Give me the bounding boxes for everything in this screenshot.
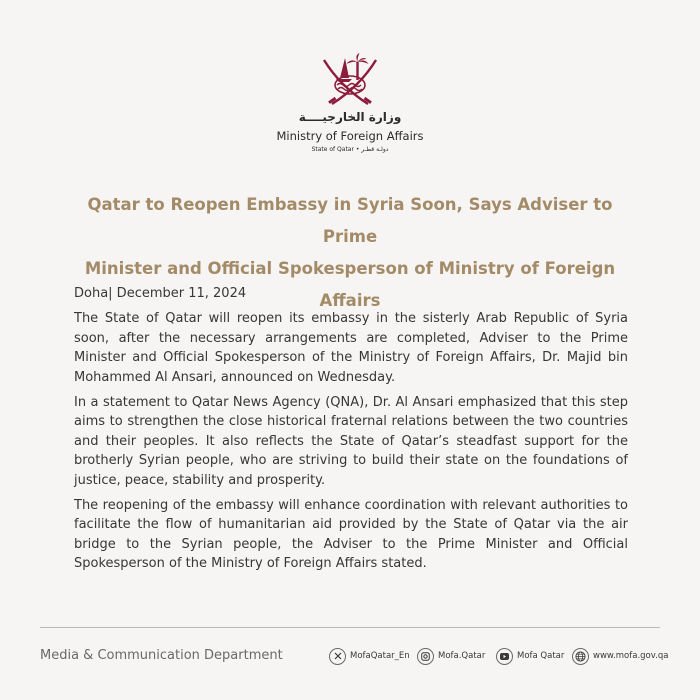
footer-divider (40, 627, 660, 628)
youtube-social-link[interactable] (496, 646, 564, 666)
instagram-icon (417, 648, 434, 665)
ministry-arabic-name: وزارة الخارجيــــة (298, 110, 402, 124)
globe-icon (572, 648, 589, 665)
paragraph: The reopening of the embassy will enhance coordination with relevant authorities to facilitate the flow of humanitarian aid provided by the State of Qatar via the air bridge to the Syrian people, the Adviser to the Prime Minister and Official Spokesperson of the Ministry of Foreign Affairs stated. (74, 498, 628, 572)
title-line-1: Qatar to Reopen Embassy in Syria Soon, Says Adviser to Prime (87, 195, 613, 246)
dateline: Doha| December 11, 2024 (74, 286, 247, 301)
ministry-english-name: Ministry of Foreign Affairs (276, 129, 424, 143)
instagram-handle: Mofa.Qatar (438, 651, 486, 661)
paragraph: In a statement to Qatar News Agency (QNA), Dr. Al Ansari emphasized that this step aims to strengthen the close historical fraternal relations between the two countries and their peoples. It also reflects the State of Qatar’s steadfast support for the brotherly Syrian people, who are striving to build their state on the foundations of justice, peace, stability and prosperity. (74, 395, 628, 488)
website-url: www.mofa.gov.qa (593, 651, 669, 661)
paragraph: The State of Qatar will reopen its embassy in the sisterly Arab Republic of Syria soon, after the necessary arrangements are completed, Adviser to the Prime Minister and Official Spokesperson of the Ministry of Foreign Affairs, Dr. Majid bin Mohammed Al Ansari, announced on Wednesday. (74, 311, 628, 385)
state-of-qatar-line: State of Qatar • دولـة قطـر (311, 146, 389, 153)
youtube-icon (496, 648, 513, 665)
x-social-link[interactable] (329, 646, 410, 666)
title-line-2: Minister and Official Spokesperson of Ministry of Foreign Affairs (84, 259, 616, 310)
department-name: Media & Communication Department (40, 648, 283, 663)
youtube-handle: Mofa Qatar (517, 651, 565, 661)
website-link[interactable] (572, 646, 668, 666)
qatar-emblem-icon (318, 52, 382, 108)
x-icon (329, 648, 346, 665)
press-release-body (74, 284, 628, 580)
x-handle: MofaQatar_En (350, 651, 410, 661)
instagram-social-link[interactable] (417, 646, 485, 666)
